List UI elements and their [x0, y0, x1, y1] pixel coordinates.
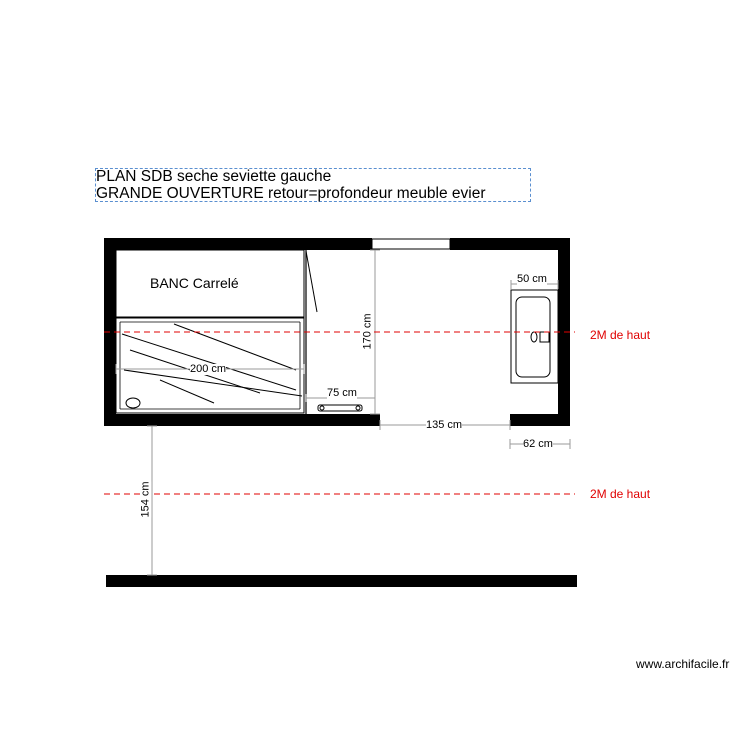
dim-opening: 135 cm	[426, 419, 463, 431]
door-leaf	[306, 251, 317, 312]
wall-bottom-left	[104, 414, 380, 426]
sink	[511, 290, 558, 383]
plan-subtitle: GRANDE OUVERTURE retour=profondeur meuble evier	[96, 185, 486, 202]
wall-top-left	[104, 238, 372, 250]
plan-title: PLAN SDB seche seviette gauche	[96, 168, 332, 185]
dim-sink-width: 50 cm	[517, 273, 547, 285]
dim-distance-wall: 154 cm	[139, 481, 152, 518]
height-note-bottom: 2M de haut	[590, 487, 651, 501]
wall-bottom-right	[510, 414, 570, 426]
drain-icon	[126, 398, 140, 408]
dim-room-depth: 170 cm	[361, 313, 374, 350]
far-wall	[106, 575, 577, 587]
wall-top-right	[450, 238, 570, 250]
dim-shower-width: 200 cm	[190, 363, 227, 375]
watermark-link: www.archifacile.fr	[636, 657, 730, 671]
bench-label: BANC Carrelé	[150, 275, 239, 291]
height-note-top: 2M de haut	[590, 328, 651, 342]
dim-return-wall: 62 cm	[523, 438, 553, 450]
window-top	[372, 239, 450, 249]
towel-dryer	[318, 405, 362, 411]
dim-towel-dryer: 75 cm	[327, 387, 357, 399]
